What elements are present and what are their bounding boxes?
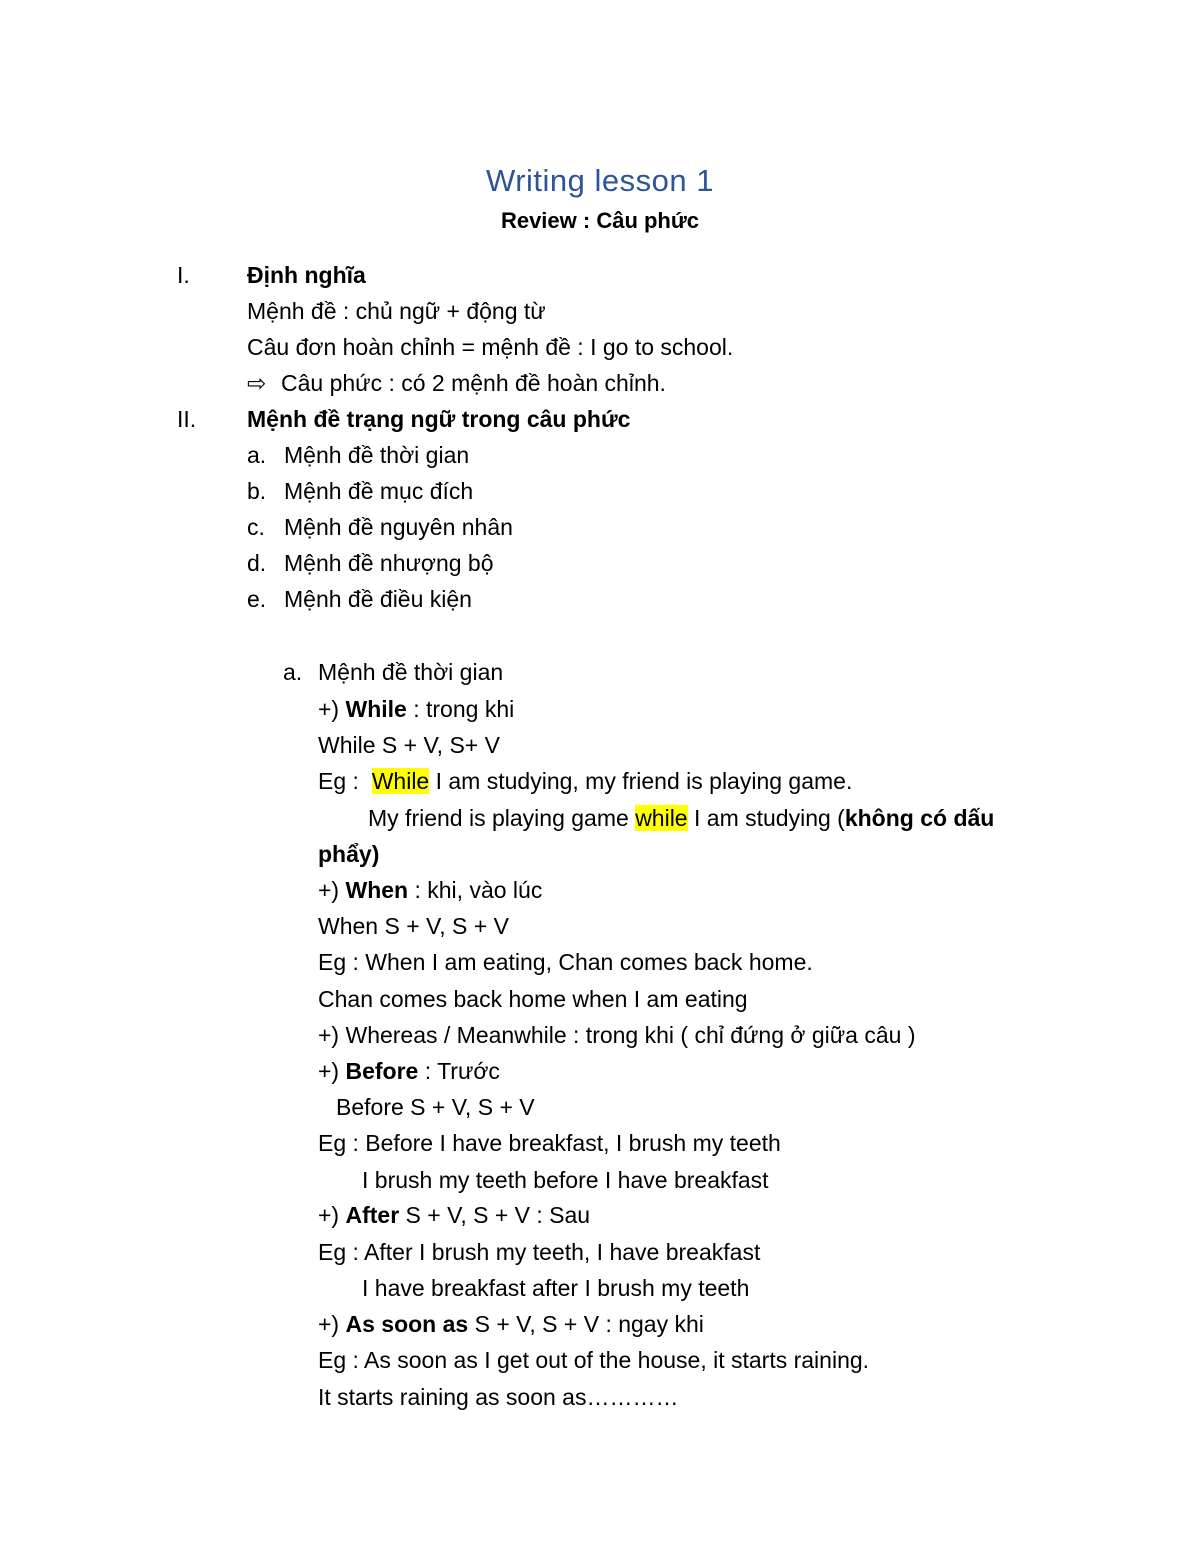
after-example-2: I have breakfast after I brush my teeth [362,1275,750,1301]
as-soon-as-example-2: It starts raining as soon as………… [318,1384,679,1410]
section-2-number: II. [177,406,197,432]
highlight-while: while [635,805,688,831]
as-soon-as-example-1: Eg : As soon as I get out of the house, it starts raining. [318,1347,870,1373]
section-1-number: I. [177,262,190,288]
definition-line-3 [247,368,666,398]
list-item: b. Mệnh đề mục đích [247,478,474,504]
subsection-a-heading: a. Mệnh đề thời gian [283,659,504,685]
arrow-right-icon: ⇨ [247,370,267,396]
while-example-2: My friend is playing game while I am studying (không có dấu [368,805,995,831]
as-soon-as-rule: +) As soon as S + V, S + V : ngay khi [318,1311,704,1337]
while-example-2-cont: phẩy) [318,841,380,867]
list-item: e. Mệnh đề điều kiện [247,586,472,612]
before-formula: Before S + V, S + V [336,1094,535,1120]
list-item: a. Mệnh đề thời gian [247,442,470,468]
document-subtitle: Review : Câu phức [500,208,700,233]
after-example-1: Eg : After I brush my teeth, I have breakfast [318,1239,761,1265]
definition-line-3-text: Câu phức : có 2 mệnh đề hoàn chỉnh. [281,370,666,396]
while-formula: While S + V, S+ V [318,732,500,758]
before-example-2: I brush my teeth before I have breakfast [362,1167,769,1193]
when-formula: When S + V, S + V [318,913,509,939]
document-title: Writing lesson 1 [486,163,714,198]
when-rule: +) When : khi, vào lúc [318,877,543,903]
when-example-2: Chan comes back home when I am eating [318,986,748,1012]
section-1-heading: Định nghĩa [247,262,366,288]
highlight-while: While [371,768,430,794]
before-rule: +) Before : Trước [318,1058,500,1084]
while-example-1: Eg : While I am studying, my friend is playing game. [318,768,853,794]
definition-line-2: Câu đơn hoàn chỉnh = mệnh đề : I go to school. [247,334,734,360]
after-rule: +) After S + V, S + V : Sau [318,1202,591,1228]
list-item: d. Mệnh đề nhượng bộ [247,550,494,576]
before-example-1: Eg : Before I have breakfast, I brush my teeth [318,1130,781,1156]
list-item: c. Mệnh đề nguyên nhân [247,514,513,540]
while-rule: +) While : trong khi [318,696,515,722]
when-example-1: Eg : When I am eating, Chan comes back home. [318,949,813,975]
definition-line-1: Mệnh đề : chủ ngữ + động từ [247,298,546,324]
whereas-rule: +) Whereas / Meanwhile : trong khi ( chỉ đứng ở giữa câu ) [318,1022,916,1048]
section-2-heading: Mệnh đề trạng ngữ trong câu phức [247,406,631,432]
